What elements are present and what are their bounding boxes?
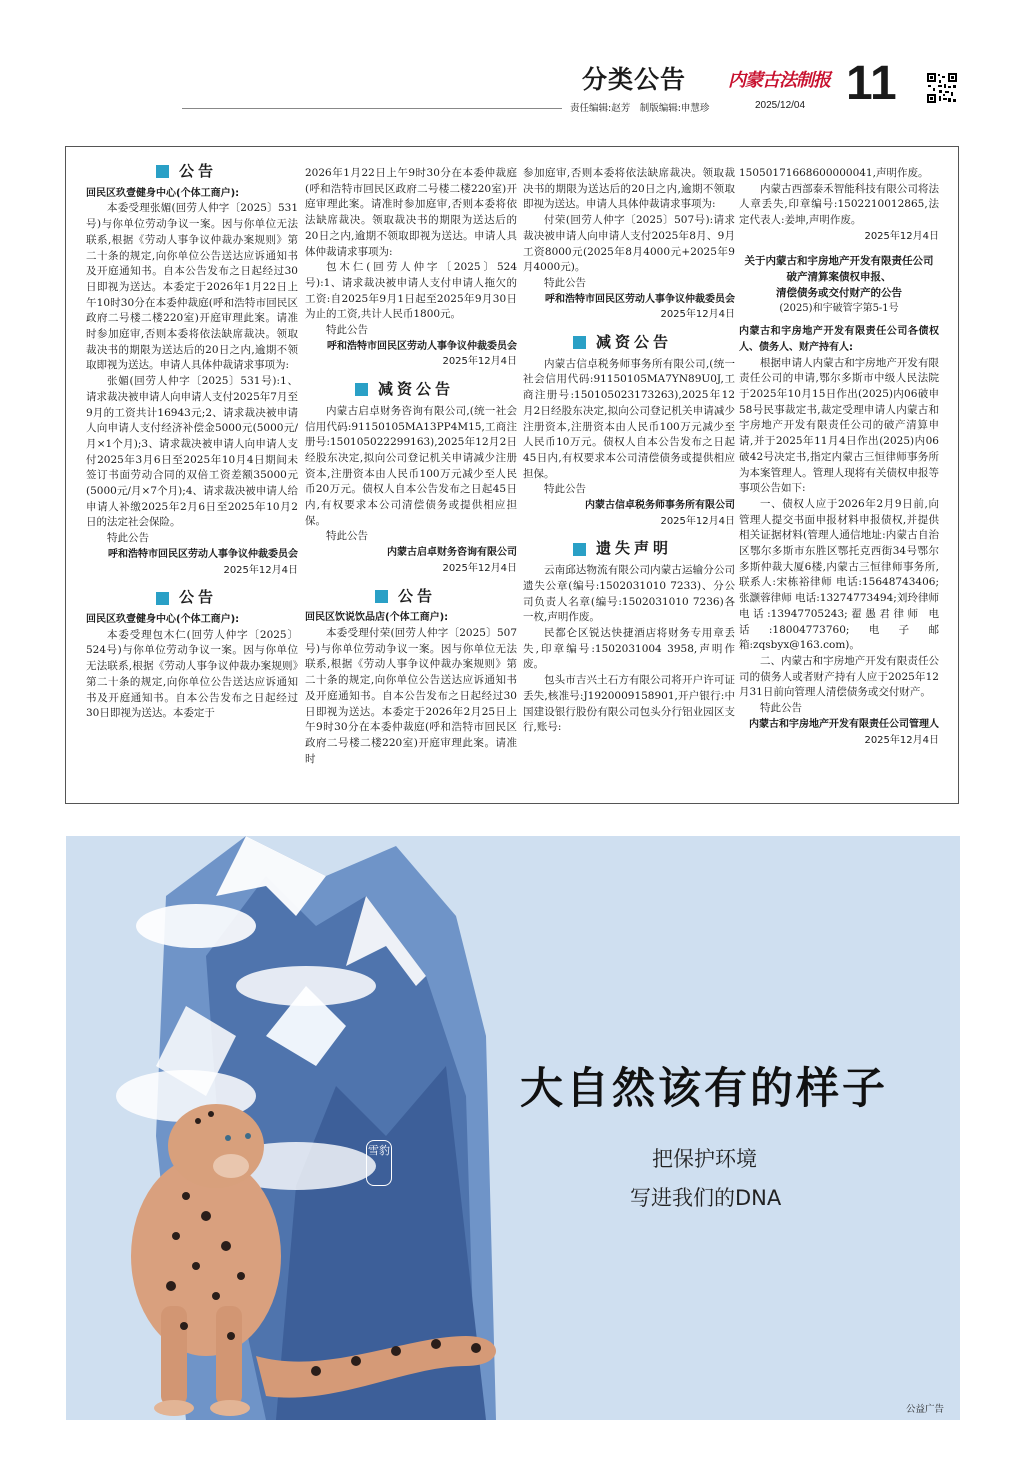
notice-signature: 内蒙古和宇房地产开发有限责任公司管理人 — [749, 718, 939, 730]
page-number: 11 — [846, 57, 897, 110]
square-bullet-icon — [156, 165, 169, 178]
notice-closing: 特此公告 — [544, 483, 586, 496]
qr-code-icon[interactable] — [926, 72, 958, 104]
notice-body: 包木仁(回劳人仲字〔2025〕524号):1、请求裁决被申请人支付申请人拖欠的工资:自2025年9月1日起至2025年9月30日为止的工资,共计人民币1800元。 — [305, 261, 517, 321]
section-heading: 公告 — [86, 590, 298, 606]
snow-leopard-illustration — [66, 836, 960, 1420]
section-title: 分类公告 — [582, 65, 687, 94]
notice-body: 参加庭审,否则本委将依法缺席裁决。领取裁决书的期限为送达后的20日之内,逾期不领取即视为送达。申请人具体仲裁请求事项为: — [523, 167, 735, 211]
notice-title: 破产清算案债权申报、 — [786, 270, 892, 283]
notice-body: 内蒙古启卓财务咨询有限公司,(统一社会信用代码:91150105MA13PP4M15,工商注册号:150105022299163),2025年12月2日经股东决定,拟向公司登记机关申请减少注册资本,注册资本由人民币100万元减少至人民币20万元。债权人自本公告发布之日起45日内,有权要求本公司清偿债务或提供相应担保。 — [305, 404, 517, 527]
square-bullet-icon — [573, 543, 586, 556]
notice-body: 一、债权人应于2026年2月9日前,向管理人提交书面申报材料申报债权,并提供相关证据材料(管理人通信地址:内蒙古自治区鄂尔多斯市东胜区鄂托克西街34号鄂尔多斯仲裁大厦6楼,内蒙古三恒律师事务所,联系人:宋栋裕律师 电话:15648743406;张灏蓉律师 电话:13274773494;刘玲律师 电话:13947705243;翟愚君律师 电话:18004773760;电子邮箱:zqsbyx@163.com)。 — [739, 497, 939, 652]
square-bullet-icon — [156, 592, 169, 605]
section-heading: 公告 — [86, 164, 298, 180]
notice-column-4 — [739, 166, 939, 792]
editors-line: 责任编辑:赵芳 制版编辑:申慧珍 — [570, 103, 710, 114]
square-bullet-icon — [375, 590, 388, 603]
ad-headline: 大自然该有的样子 — [520, 1064, 888, 1114]
notice-body: 云南邱达物流有限公司内蒙古运输分公司遗失公章(编号:1502031010 7233)、分公司负责人名章(编号:1502031010 7236)各一枚,声明作废。 — [523, 564, 735, 624]
snow-leopard-seal: 雪豹 — [366, 1140, 392, 1186]
notice-body: 根据申请人内蒙古和宇房地产开发有限责任公司的申请,鄂尔多斯市中级人民法院于2025年10月15日作出(2025)内06破申58号民事裁定书,裁定受理申请人内蒙古和宇房地产开发有限责任公司的破产清算申请,并于2025年11月4日作出(2025)内06破42号决定书,指定内蒙古三恒律师事务所为本案管理人。管理人现将有关债权申报等事项公告如下: — [739, 356, 939, 495]
section-heading: 遗失声明 — [523, 541, 735, 557]
publish-date: 2025/12/04 — [755, 100, 806, 111]
notice-title: 关于内蒙古和宇房地产开发有限责任公司 — [744, 254, 934, 267]
notice-column-2 — [305, 166, 517, 792]
newspaper-logo: 内蒙古法制报 — [728, 70, 830, 91]
section-heading: 减资公告 — [523, 335, 735, 351]
notice-date: 2025年12月4日 — [442, 356, 517, 368]
notice-column-3 — [523, 166, 735, 792]
notice-body: 内蒙古信卓税务师事务所有限公司,(统一社会信用代码:91150105MA7YN89U0J,工商注册号:150105023173263),2025年12月2日经股东决定,拟向公司登记机关申请减少注册资本,注册资本由人民币100万元减少至人民币10万元。债权人自本公告发布之日起45日内,有权要求本公司清偿债务或提供相应担保。 — [523, 357, 735, 480]
notice-body: 本委受理付荣(回劳人仲字〔2025〕507号)与你单位劳动争议一案。因与你单位无法联系,根据《劳动人事争议仲裁办案规则》第二十条的规定,向你单位公告送达应诉通知书及开庭通知书。自本公告发布之日起经过30日即视为送达。本委定于2026年2月25日上午9时30分在本委仲裁庭(呼和浩特市回民区政府二号楼二楼220室)开庭审理此案。请准时 — [305, 626, 517, 765]
notice-body: 民都仑区锐达快捷酒店将财务专用章丢失,印章编号:1502031004 3958,声明作废。 — [523, 626, 735, 671]
notice-addressee: 回民区饮说饮品店(个体工商户): — [305, 612, 449, 624]
notice-title: 清偿债务或交付财产的公告 — [776, 286, 902, 299]
notice-signature: 呼和浩特市回民区劳动人事争议仲裁委员会 — [545, 293, 735, 305]
notice-addressee: 内蒙古和宇房地产开发有限责任公司各债权人、债务人、财产持有人: — [739, 326, 939, 353]
notice-signature: 呼和浩特市回民区劳动人事争议仲裁委员会 — [108, 548, 298, 560]
notice-body: 张媚(回劳人仲字〔2025〕531号):1、请求裁决被申请人向申请人支付2025年7月至9月的工资共计16943元;2、请求裁决被申请人向申请人支付经济补偿金5000元(5000元/月×1个月);3、请求裁决被申请人向申请人支付2025年3月6日至2025年10月4日期间未签订书面劳动合同的双倍工资差额35000元(5000元/月×7个月);4、请求裁决被申请人给申请人补缴2025年2月6日至2025年10月2日的法定社会保险。 — [86, 375, 298, 529]
notice-date: 2025年12月4日 — [223, 564, 298, 576]
notice-closing: 特此公告 — [326, 530, 368, 543]
notice-addressee: 回民区玖壹健身中心(个体工商户): — [86, 613, 240, 625]
square-bullet-icon — [573, 336, 586, 349]
ad-label: 公益广告 — [906, 1404, 945, 1415]
notice-date: 2025年12月4日 — [660, 309, 735, 321]
notice-body: 15050171668600000041,声明作废。 — [739, 167, 929, 179]
notice-date: 2025年12月4日 — [864, 734, 939, 746]
notice-signature: 呼和浩特市回民区劳动人事争议仲裁委员会 — [327, 340, 517, 352]
notice-body: 本委受理包木仁(回劳人仲字〔2025〕524号)与你单位劳动争议一案。因与你单位无法联系,根据《劳动人事争议仲裁办案规则》第二十条的规定,向你单位公告送达应诉通知书及开庭通知书。自本公告发布之日起经过30日即视为送达。本委定于 — [86, 628, 298, 720]
notice-date: 2025年12月4日 — [660, 515, 735, 527]
notice-column-1 — [86, 160, 298, 792]
notice-body: 包头市吉兴土石方有限公司将开户许可证丢失,核准号:J1920009158901,开户银行:中国建设银行股份有限公司包头分行铝业园区支行,账号: — [523, 674, 735, 734]
notice-closing: 特此公告 — [760, 702, 802, 715]
ad-slogan-line-1: 把保护环境 — [652, 1147, 757, 1171]
notice-closing: 特此公告 — [544, 276, 586, 289]
public-service-ad — [66, 836, 960, 1420]
square-bullet-icon — [355, 383, 368, 396]
notice-body: 本委受理张媚(回劳人仲字〔2025〕531号)与你单位劳动争议一案。因与你单位无法联系,根据《劳动人事争议仲裁办案规则》第二十条的规定,向你单位公告送达应诉通知书及开庭通知书。自本公告发布之日起经过30日即视为送达。本委定于2026年1月22日上午10时30分在本委仲裁庭(呼和浩特市回民区政府二号楼二楼220室)开庭审理此案。请准时参加庭审,否则本委将依法缺席裁决。领取裁决书的期限为送达后的20日之内,逾期不领取即视为送达。申请人具体仲裁请求事项为: — [86, 202, 298, 372]
notice-body: 2026年1月22日上午9时30分在本委仲裁庭(呼和浩特市回民区政府二号楼二楼220室)开庭审理此案。请准时参加庭审,否则本委将依法缺席裁决。领取裁决书的期限为送达后的20日之内,逾期不领取即视为送达。申请人具体仲裁请求事项为: — [305, 167, 517, 258]
notice-signature: 内蒙古启卓财务咨询有限公司 — [387, 547, 517, 559]
notice-addressee: 回民区玖壹健身中心(个体工商户): — [86, 187, 240, 199]
notice-closing: 特此公告 — [107, 532, 149, 545]
ad-slogan-line-2: 写进我们的DNA — [630, 1186, 782, 1210]
notice-reference-number: (2025)和宇破管字第5-1号 — [779, 302, 899, 314]
section-heading: 减资公告 — [305, 382, 517, 398]
notice-closing: 特此公告 — [326, 324, 368, 337]
notice-signature: 内蒙古信卓税务师事务所有限公司 — [585, 500, 735, 512]
notice-date: 2025年12月4日 — [442, 562, 517, 574]
section-heading: 公告 — [305, 589, 517, 605]
notice-body: 二、内蒙古和宇房地产开发有限责任公司的债务人或者财产持有人应于2025年12月31日前向管理人清偿债务或交付财产。 — [739, 654, 939, 699]
notice-date: 2025年12月4日 — [864, 230, 939, 242]
masthead-rule — [182, 108, 562, 109]
notice-body: 付荣(回劳人仲字〔2025〕507号):请求裁决被申请人向申请人支付2025年8月、9月工资8000元(2025年8月4000元+2025年9月4000元)。 — [523, 214, 735, 274]
notice-body: 内蒙古西部泰禾智能科技有限公司将法人章丢失,印章编号:1502210012865,法定代表人:姜坤,声明作废。 — [739, 182, 939, 227]
